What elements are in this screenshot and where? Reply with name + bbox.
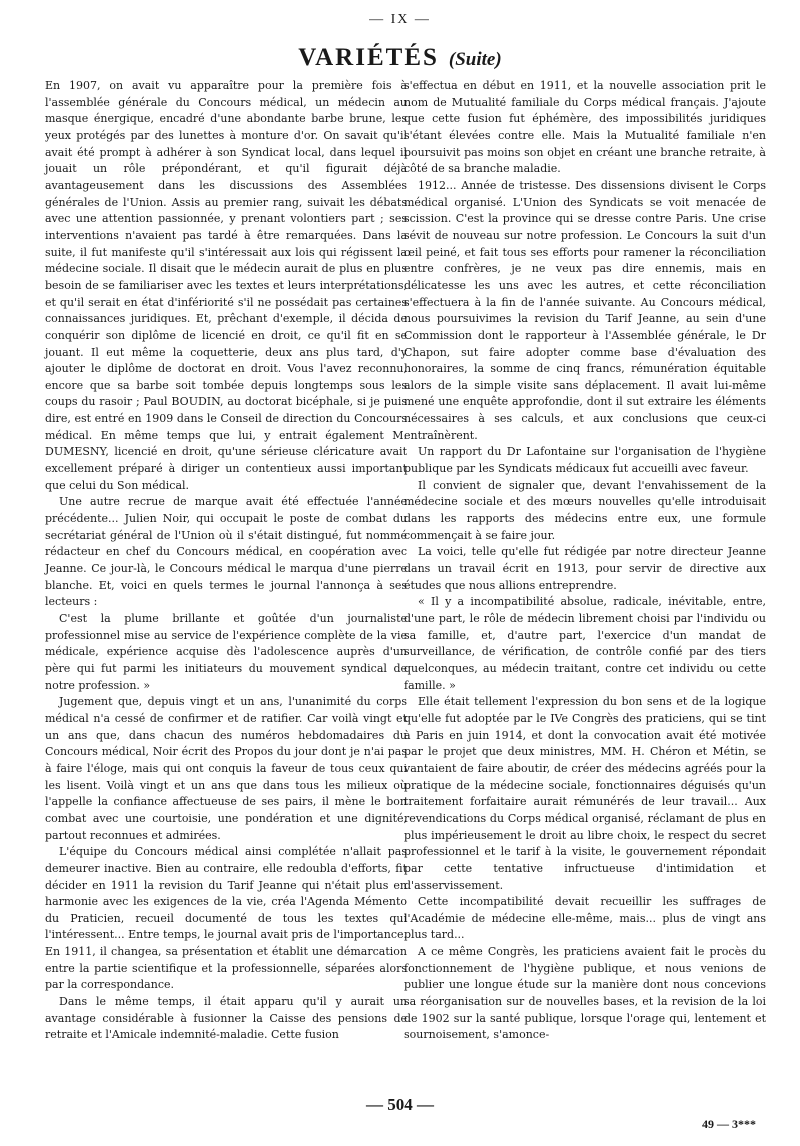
title-subtitle: (Suite)	[448, 49, 502, 70]
paragraph: Un rapport du Dr Lafontaine sur l'organisation de l'hygiène publique par les Syndicats médicaux fut accueilli avec faveur.	[404, 445, 766, 476]
paragraph: A ce même Congrès, les praticiens avaient fait le procès du fonctionnement de l'hygiène publique, et nous venions de publier une longue étude sur la manière dont nous concevions sa réorganisation sur de nouvelles bases, et la revision de la loi de 1902 sur la santé publique, lorsque l'orage qui, lentement et sournoisement, s'amonce-	[404, 945, 766, 1042]
paragraph: s'effectua en début en 1911, et la nouvelle association prit le nom de Mutualité familiale du Corps médical français. J'ajoute que cette fusion fut éphémère, des impossibilités juridiques s'étant élevées contre elle. Mais la Mutualité familiale n'en poursuivit pas moins son objet en créant une branche retraite, à côté de sa branche maladie.	[404, 79, 766, 176]
page-number: — 504 —	[366, 1095, 434, 1114]
right-column	[404, 78, 766, 1044]
left-column	[45, 78, 407, 1044]
title-main: VARIÉTÉS	[298, 44, 439, 71]
quotation: C'est la plume brillante et goûtée d'un journaliste professionnel mise au service de l'expérience complète de la vie médicale, expérience acquise dès l'adolescence auprès d'un père qui fut parmi les initiateurs du mouvement syndical de notre profession. »	[45, 612, 407, 692]
page-title	[0, 44, 800, 72]
paragraph: Une autre recrue de marque avait été effectuée l'année précédente... Julien Noir, qui occupait le poste de combat du secrétariat général de l'Union où il s'était distingué, fut nommé rédacteur en chef du Concours médical, en coopération avec Jeanne. Ce jour-là, le Concours médical le marqua d'une pierre blanche. Et, voici en quels termes le journal l'annonça à ses lecteurs :	[45, 495, 407, 609]
paragraph: La voici, telle qu'elle fut rédigée par notre directeur Jeanne dans un travail écrit en 1913, pour servir de directive aux études que nous allions entreprendre.	[404, 545, 766, 592]
paragraph: En 1907, on avait vu apparaître pour la première fois à l'assemblée générale du Concours médical, un médecin au masque énergique, encadré d'une abondante barbe brune, les yeux protégés par des lunettes à monture d'or. On savait qu'il avait été prompt à adhérer à son Syndicat local, dans lequel il jouait un rôle prépondérant, et qu'il figurait déjà avantageusement dans les discussions des Assemblées générales de l'Union. Assis au premier rang, suivait les débats avec une attention passionnée, y prenant volontiers part ; ses interventions n'avaient pas tardé à être remarquées. Dans la suite, il fut manifeste qu'il s'intéressait aux lois qui régissent la médecine sociale. Il disait que le médecin aurait de plus en plus besoin de se familiariser avec les textes et leurs interprétations, et qu'il serait en état d'infériorité s'il ne possédait pas certaines connaissances juridiques. Et, prêchant d'exemple, il décida de conquérir son diplôme de licencié en droit, ce qu'il fit en se jouant. Il eut même la coquetterie, deux ans plus tard, d'y ajouter le diplôme de doctorat en droit. Vous l'avez reconnu, encore que sa barbe soit tombée depuis longtemps sous les coups du rasoir ; Paul BOUDIN, au doctorat bicéphale, si je puis dire, est entré en 1909 dans le Conseil de direction du Concours médical. En même temps que lui, y entrait également M. DUMESNY, licencié en droit, qu'une sérieuse cléricature avait excellement préparé à diriger un contentieux aussi important que celui du Son médical.	[45, 79, 407, 492]
quotation: « Il y a incompatibilité absolue, radicale, inévitable, entre, d'une part, le rôle de médecin librement choisi par l'individu ou sa famille, et, d'autre part, l'exercice d'un mandat de surveillance, de vérification, de contrôle confié par des tiers quelconques, au médecin traitant, contre cet individu ou cette famille. »	[404, 595, 766, 692]
paragraph: Jugement que, depuis vingt et un ans, l'unanimité du corps médical n'a cessé de confirmer et de ratifier. Car voilà vingt et un ans que, dans chacun des numéros hebdomadaires du Concours médical, Noir écrit des Propos du jour dont je n'ai pas à faire l'éloge, mais qui ont conquis la faveur de tous ceux qui les lisent. Voilà vingt et un ans que dans tous les milieux où l'appelle la confiance affectueuse de ses pairs, il mène le bon combat avec une courtoisie, une pondération et une dignité, partout reconnues et admirées.	[45, 695, 407, 842]
paragraph: L'équipe du Concours médical ainsi complétée n'allait pas demeurer inactive. Bien au contraire, elle redoubla d'efforts, fit décider en 1911 la revision du Tarif Jeanne qui n'était plus en harmonie avec les exigences de la vie, créa l'Agenda Mémento du Praticien, recueil documenté de tous les textes qui l'intéressent... Entre temps, le journal avait pris de l'importance. En 1911, il changea, sa présentation et établit une démarcation entre la partie scientifique et la professionnelle, séparées alors par la correspondance.	[45, 845, 407, 992]
paragraph: Il convient de signaler que, devant l'envahissement de la médecine sociale et des mœurs nouvelles qu'elle introduisait dans les rapports des médecins entre eux, une formule commençait à se faire jour.	[404, 478, 766, 542]
paragraph: Dans le même temps, il était apparu qu'il y aurait un avantage considérable à fusionner la Caisse des pensions de retraite et l'Amicale indemnité-maladie. Cette fusion	[45, 995, 407, 1042]
section-number: — IX —	[369, 12, 431, 27]
paragraph: 1912... Année de tristesse. Des dissensions divisent le Corps médical organisé. L'Union des Syndicats se voit menacée de scission. C'est la province qui se dresse contre Paris. Une crise sévit de nouveau sur notre profession. Le Concours la suit d'un œil peiné, et fait tous ses efforts pour ramener la réconciliation entre confrères, je ne veux pas dire ennemis, mais en délicatesse les uns avec les autres, et cette réconciliation s'effectuera à la fin de l'année suivante. Au Concours médical, nous poursuivimes la revision du Tarif Jeanne, au sein d'une Commission dont le rapporteur à l'Assemblée générale, le Dr Chapon, sut faire adopter comme base d'évaluation des honoraires, la somme de cinq francs, rémunération équitable alors de la simple visite sans déplacement. Il avait lui-même mené une enquête approfondie, dont il sut extraire les éléments nécessaires à ses calculs, et aux conclusions que ceux-ci entraînèrent.	[404, 178, 766, 442]
paragraph: Elle était tellement l'expression du bon sens et de la logique qu'elle fut adoptée par le IVe Congrès des praticiens, qui se tint à Paris en juin 1914, et dont la convocation avait été motivée par le projet que deux ministres, MM. H. Chéron et Métin, se vantaient de faire aboutir, de créer des médecins agréés pour la pratique de la médecine sociale, fonctionnaires déguisés qu'un traitement forfaitaire aurait rémunérés de leur travail... Aux revendications du Corps médical organisé, réclamant de plus en plus impérieusement le droit au libre choix, le respect du secret professionnel et le tarif à la visite, le gouvernement répondait par cette tentative infructueuse d'intimidation et d'asservissement.	[404, 695, 766, 892]
printer-signature: 49 — 3***	[702, 1117, 756, 1131]
paragraph: Cette incompatibilité devait recueillir les suffrages de l'Académie de médecine elle-même, mais... plus de vingt ans plus tard...	[404, 895, 766, 942]
